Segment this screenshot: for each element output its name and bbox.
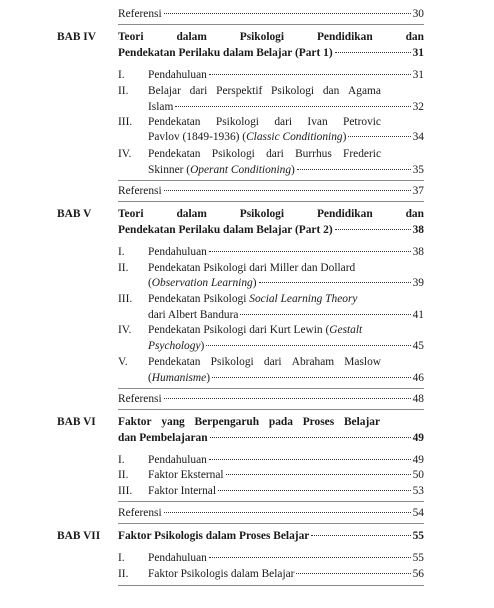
- word: Frederic: [343, 148, 381, 160]
- text: ): [291, 164, 295, 176]
- section-divider: [118, 585, 424, 586]
- word: Pendekatan: [148, 148, 201, 160]
- word: Teori: [118, 31, 144, 43]
- entry-label: [148, 339, 204, 353]
- chapter-title-line2: Pendekatan Perilaku dalam Belajar (Part 2): [118, 224, 333, 236]
- toc-entry-faktor-psikologis[interactable]: [148, 567, 424, 581]
- word: Pendekatan: [148, 116, 201, 128]
- word: Teori: [118, 208, 144, 220]
- entry-label: [148, 371, 210, 385]
- word: Belajar: [343, 416, 380, 428]
- entry-page: 38: [412, 246, 424, 258]
- toc-entry-faktor-eksternal[interactable]: [148, 468, 424, 482]
- entry-page: 56: [412, 568, 424, 580]
- italic-term: Observation Learning: [151, 277, 253, 289]
- text: ): [342, 131, 347, 143]
- word: pada: [268, 416, 293, 428]
- word: Petrovic: [343, 116, 381, 128]
- dot-leader: [212, 377, 411, 378]
- word: Pendekatan: [148, 356, 201, 368]
- entry-page: 46: [412, 372, 424, 384]
- entry-label: Faktor Eksternal: [148, 469, 224, 481]
- section-divider: [118, 180, 424, 181]
- entry-page: 48: [412, 393, 424, 405]
- word: Perspektif: [216, 85, 263, 97]
- item-number: I.: [118, 246, 125, 258]
- toc-entry-maslow[interactable]: [148, 371, 424, 385]
- toc-entry-chapter-7[interactable]: [118, 529, 424, 543]
- item-number: II.: [118, 85, 129, 97]
- entry-line1: [148, 292, 357, 306]
- item-number: III.: [118, 485, 133, 497]
- chapter-title: Faktor Psikologis dalam Proses Belajar: [118, 530, 310, 542]
- dot-leader: [209, 251, 411, 252]
- word: Ivan: [307, 116, 328, 128]
- toc-entry-chapter-4[interactable]: [118, 46, 424, 60]
- entry-page: 34: [412, 131, 424, 143]
- toc-entry-miller-dollard[interactable]: [148, 276, 424, 290]
- item-number: III.: [118, 116, 133, 128]
- dot-leader: [226, 474, 411, 475]
- entry-label: Referensi: [118, 185, 162, 197]
- dot-leader: [164, 512, 411, 513]
- text: (: [148, 372, 152, 384]
- entry-page: 54: [412, 507, 424, 519]
- dot-leader: [296, 573, 410, 574]
- entry-page: 31: [412, 69, 424, 81]
- entry-line1: Pendekatan Psikologi dari Miller dan Dollard: [148, 262, 356, 274]
- word: dalam: [176, 31, 207, 43]
- dot-leader: [206, 345, 410, 346]
- dot-leader: [210, 437, 411, 438]
- entry-page: 31: [412, 47, 424, 59]
- word: Psikologi: [215, 116, 259, 128]
- word: Faktor: [118, 416, 152, 428]
- text: (: [148, 277, 152, 289]
- item-number: II.: [118, 262, 129, 274]
- dot-leader: [311, 535, 410, 536]
- word: Psikologi: [239, 208, 285, 220]
- toc-entry-pavlov[interactable]: [148, 130, 424, 144]
- dot-leader: [175, 106, 410, 107]
- chapter-title-line2: dan Pembelajaran: [118, 432, 208, 444]
- text: Pendekatan Psikologi: [148, 293, 250, 305]
- word: Psikologi: [271, 85, 315, 97]
- dot-leader: [164, 13, 411, 14]
- entry-page: 50: [412, 469, 424, 481]
- word: Psikologi: [239, 31, 285, 43]
- toc-entry-chapter-6[interactable]: [118, 431, 424, 445]
- text: ): [200, 340, 205, 352]
- word: dari: [263, 356, 282, 368]
- item-number: I.: [118, 454, 125, 466]
- entry-page: 32: [412, 101, 424, 113]
- entry-label: Referensi: [118, 507, 162, 519]
- entry-line1: [148, 323, 362, 337]
- toc-entry-faktor-internal[interactable]: [148, 484, 424, 498]
- item-number: IV.: [118, 148, 132, 160]
- entry-page: 49: [412, 432, 424, 444]
- toc-entry-pendahuluan[interactable]: [148, 551, 424, 565]
- word: Berpengaruh: [194, 416, 260, 428]
- word: Pendidikan: [316, 208, 373, 220]
- dot-leader: [209, 459, 411, 460]
- entry-page: 49: [412, 454, 424, 466]
- word: Proses: [302, 416, 335, 428]
- entry-label: Faktor Psikologis dalam Belajar: [148, 568, 295, 580]
- chapter-title-line1: [118, 30, 424, 44]
- entry-label: [148, 130, 346, 144]
- chapter-code: BAB VI: [57, 416, 96, 428]
- entry-label: Islam: [148, 101, 174, 113]
- entry-page: 55: [412, 552, 424, 564]
- section-divider: [118, 523, 424, 524]
- dot-leader: [297, 169, 411, 170]
- toc-entry-referensi-6[interactable]: [118, 506, 424, 520]
- dot-leader: [348, 136, 410, 137]
- entry-label: [148, 276, 257, 290]
- chapter-title-line2: Pendekatan Perilaku dalam Belajar (Part 1): [118, 47, 333, 59]
- toc-entry-referensi-5[interactable]: [118, 392, 424, 406]
- entry-label: Referensi: [118, 393, 162, 405]
- section-divider: [118, 201, 424, 202]
- entry-label: Faktor Internal: [148, 485, 217, 497]
- entry-page: 53: [412, 485, 424, 497]
- word: Maslow: [344, 356, 381, 368]
- entry-label: Pendahuluan: [148, 454, 207, 466]
- dot-leader: [218, 490, 411, 491]
- toc-entry-skinner[interactable]: [148, 163, 424, 177]
- word: dari: [266, 148, 284, 160]
- entry-label: Pendahuluan: [148, 69, 207, 81]
- entry-line1: [148, 84, 381, 98]
- entry-page: 41: [412, 309, 424, 321]
- word: Burrhus: [295, 148, 332, 160]
- dot-leader: [335, 229, 411, 230]
- entry-line1: [148, 147, 381, 161]
- dot-leader: [240, 314, 410, 315]
- toc-entry-pendahuluan[interactable]: [148, 245, 424, 259]
- toc-entry-referensi-top[interactable]: [118, 7, 424, 21]
- toc-entry-bandura[interactable]: [148, 308, 424, 322]
- italic-term: Psychology: [148, 340, 201, 352]
- text: Pavlov (1849-1936) (: [148, 131, 247, 143]
- entry-label: Referensi: [118, 8, 162, 20]
- word: yang: [161, 416, 185, 428]
- word: Agama: [348, 85, 381, 97]
- dot-leader: [209, 74, 411, 75]
- word: Psikologi: [210, 356, 254, 368]
- word: dan: [405, 31, 424, 43]
- item-number: III.: [118, 293, 133, 305]
- item-number: IV.: [118, 324, 132, 336]
- section-divider: [118, 24, 424, 25]
- word: Abraham: [291, 356, 335, 368]
- toc-entry-referensi-4[interactable]: [118, 184, 424, 198]
- toc-entry-chapter-5[interactable]: [118, 223, 424, 237]
- toc-entry-pendahuluan[interactable]: [148, 68, 424, 82]
- section-divider: [118, 388, 424, 389]
- dot-leader: [164, 398, 411, 399]
- text: Pendekatan Psikologi dari Kurt Lewin (: [148, 324, 330, 336]
- entry-page: 39: [412, 277, 424, 289]
- word: dari: [189, 85, 208, 97]
- entry-page: 55: [412, 530, 424, 542]
- item-number: II.: [118, 469, 129, 481]
- italic-term: Humanisme: [151, 372, 207, 384]
- word: Belajar: [148, 85, 181, 97]
- word: dan: [322, 85, 340, 97]
- dot-leader: [335, 52, 411, 53]
- entry-label: Pendahuluan: [148, 246, 207, 258]
- text: Skinner (: [148, 164, 191, 176]
- section-divider: [118, 409, 424, 410]
- entry-page: 45: [412, 340, 424, 352]
- chapter-code: BAB IV: [57, 31, 96, 43]
- item-number: V.: [118, 356, 128, 368]
- chapter-title-line1: [118, 415, 380, 429]
- word: dan: [405, 208, 424, 220]
- italic-term: Social Learning Theory: [249, 293, 358, 305]
- chapter-code: BAB VII: [57, 530, 101, 542]
- item-number: I.: [118, 69, 125, 81]
- item-number: II.: [118, 568, 129, 580]
- entry-page: 30: [412, 8, 424, 20]
- italic-term: Operant Conditioning: [190, 164, 292, 176]
- word: Pendidikan: [316, 31, 373, 43]
- chapter-code: BAB V: [57, 208, 92, 220]
- dot-leader: [164, 190, 411, 191]
- text: ): [206, 372, 211, 384]
- dot-leader: [209, 557, 411, 558]
- entry-label: Pendahuluan: [148, 552, 207, 564]
- item-number: I.: [118, 552, 125, 564]
- entry-page: 37: [412, 185, 424, 197]
- entry-page: 35: [412, 164, 424, 176]
- entry-label: [148, 163, 295, 177]
- word: Psikologi: [211, 148, 255, 160]
- toc-entry-perspektif[interactable]: [148, 100, 424, 114]
- word: dari: [274, 116, 293, 128]
- dot-leader: [259, 282, 411, 283]
- entry-page: 38: [412, 224, 424, 236]
- entry-line1: [148, 355, 381, 369]
- chapter-title-line1: [118, 207, 424, 221]
- word: dalam: [176, 208, 207, 220]
- toc-entry-kurt-lewin[interactable]: [148, 339, 424, 353]
- italic-term: Classic Conditioning: [246, 131, 343, 143]
- entry-line1: [148, 115, 381, 129]
- toc-entry-pendahuluan[interactable]: [148, 453, 424, 467]
- section-divider: [118, 501, 424, 502]
- text: ): [252, 277, 257, 289]
- italic-term: Gestalt: [329, 324, 363, 336]
- entry-label: dari Albert Bandura: [148, 309, 239, 321]
